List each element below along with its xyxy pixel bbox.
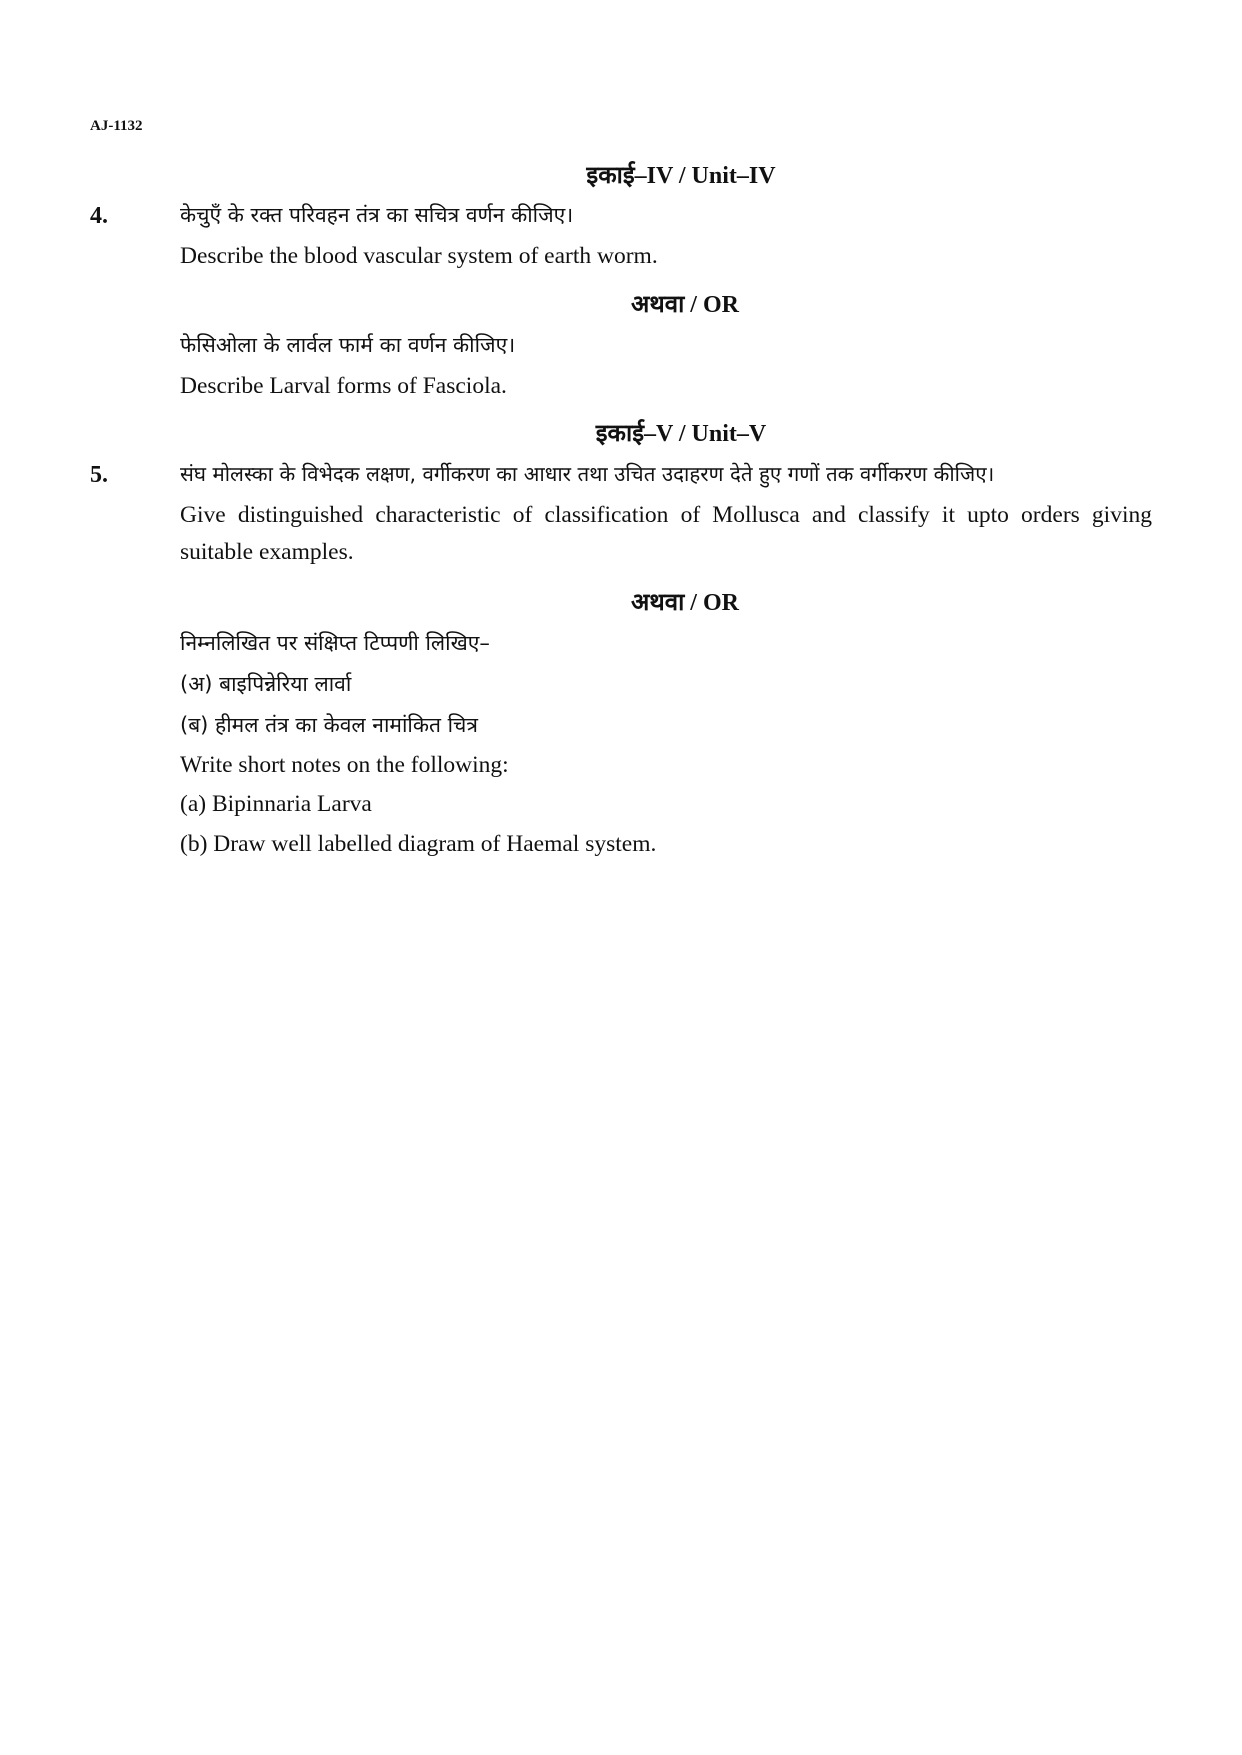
or-divider-1: अथवा / OR xyxy=(631,292,739,318)
question-4-number: 4. xyxy=(90,203,108,229)
question-4-english: Describe the blood vascular system of earth worm. xyxy=(180,243,658,269)
question-5-alt-english-intro: Write short notes on the following: xyxy=(180,752,509,778)
question-5-alt-english-b: (b) Draw well labelled diagram of Haemal system. xyxy=(180,831,657,857)
question-4-alt-english: Describe Larval forms of Fasciola. xyxy=(180,373,507,399)
question-5-number: 5. xyxy=(90,462,108,488)
page-code: AJ-1132 xyxy=(90,118,143,134)
or-divider-2: अथवा / OR xyxy=(631,590,739,616)
question-5-alt-hindi-a: (अ) बाइपिन्नेरिया लार्वा xyxy=(180,672,352,696)
question-5-alt-english-a: (a) Bipinnaria Larva xyxy=(180,791,372,817)
question-5-alt-hindi-intro: निम्नलिखित पर संक्षिप्त टिप्पणी लिखिए– xyxy=(180,631,490,655)
question-4-hindi: केचुएँ के रक्त परिवहन तंत्र का सचित्र वर्णन कीजिए। xyxy=(180,203,574,227)
question-5-alt-hindi-b: (ब) हीमल तंत्र का केवल नामांकित चित्र xyxy=(180,713,478,737)
unit-5-heading: इकाई–V / Unit–V xyxy=(595,421,767,447)
question-5-hindi: संघ मोलस्का के विभेदक लक्षण, वर्गीकरण का आधार तथा उचित उदाहरण देते हुए गणों तक वर्गीकरण कीजिए। xyxy=(180,462,995,486)
unit-4-heading: इकाई–IV / Unit–IV xyxy=(586,163,776,189)
question-4-alt-hindi: फेसिओला के लार्वल फार्म का वर्णन कीजिए। xyxy=(180,333,516,357)
question-5-english: Give distinguished characteristic of classification of Mollusca and classify it upto orders giving suitable examples. xyxy=(180,502,1152,565)
